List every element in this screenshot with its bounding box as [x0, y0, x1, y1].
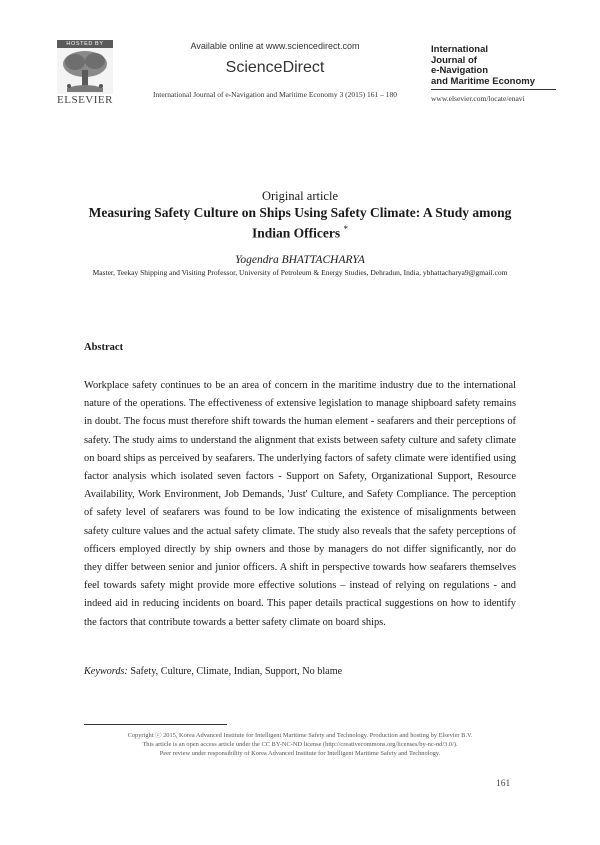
article-type: Original article — [261, 189, 338, 203]
keywords-list: Safety, Culture, Climate, Indian, Support, No blame — [130, 666, 343, 677]
author-name: Yogendra BHATTACHARYA — [235, 254, 365, 266]
journal-brand-line: e-Navigation — [431, 65, 489, 76]
article-title — [70, 205, 530, 242]
author-affiliation: Master, Teekay Shipping and Visiting Professor, University of Petroleum & Energy Studies, Dehradun, India, ybhattacharya9@gmail.com — [92, 268, 508, 277]
footnote-line: Peer review under responsibility of Korea Advanced Institute for Intelligent Maritime Safety and Technology. — [159, 750, 441, 757]
footnote-divider — [84, 724, 227, 725]
publisher-name: ELSEVIER — [57, 94, 113, 106]
keywords-label: Keywords: — [84, 666, 128, 677]
footnote-line: This article is an open access article under the CC BY-NC-ND license (http://creativecommons.org/licenses/by-nc-nd/3.0/). — [142, 741, 458, 748]
abstract-heading: Abstract — [84, 342, 124, 353]
page-number: 161 — [496, 779, 511, 789]
journal-brand-block — [431, 45, 556, 87]
available-online-text: Available online at www.sciencedirect.com — [190, 41, 360, 51]
article-title-text: Measuring Safety Culture on Ships Using Safety Climate: A Study among Indian Officers — [88, 205, 512, 241]
copyright-footnote — [84, 731, 516, 758]
abstract-text: Workplace safety continues to be an area of concern in the maritime industry due to the international nature of the operations. The effectiveness of extensive legislation to manage shipboard safety remains in doubt. The focus must therefore shift towards the human element - seafarers and their perceptions of safety. The study aims to understand the alignment that exists between safety culture and safety climate on board ships as perceived by seafarers. The underlying factors of safety climate were identified using factor analysis which isolated seven factors - Support on Safety, Organizational Support, Resource Availability, Work Environment, Job Demands, 'Just' Culture, and Safety Compliance. The perception of safety level of seafarers was found to be low indicating the existence of misalignments between safety culture values and the actual safety climate. The study also reveals that the safety perceptions of officers employed directly by ship owners and those by managers do not differ significantly, nor do they differ between senior and junior officers. A shift in perspective towards how seafarers themselves feel towards safety might provide more effective solutions – instead of relying on regulations - and indeed aid in reducing incidents on board. This paper details practical suggestions on how to identify the factors that contribute towards a better safety climate on board ships. — [84, 380, 516, 628]
sciencedirect-name: ScienceDirect — [225, 59, 325, 76]
footnote-line: Copyright ⓒ 2015, Korea Advanced Institute for Intelligent Maritime Safety and Technology. Production and hosting by Elsevier B.V. — [127, 732, 473, 739]
journal-brand-line: and Maritime Economy — [431, 75, 535, 87]
journal-brand-line: International — [431, 44, 489, 55]
elsevier-tree-logo-icon — [57, 48, 113, 94]
journal-brand-divider — [431, 89, 556, 90]
journal-reference: International Journal of e-Navigation and Maritime Economy 3 (2015) 161 – 180 — [153, 90, 397, 99]
keywords — [84, 666, 516, 677]
journal-url-link[interactable]: www.elsevier.com/locate/enavi — [431, 94, 525, 103]
hosted-by-label: HOSTED BY — [57, 40, 113, 48]
title-footnote-mark: * — [343, 224, 348, 234]
journal-brand-line: Journal of — [431, 54, 477, 66]
